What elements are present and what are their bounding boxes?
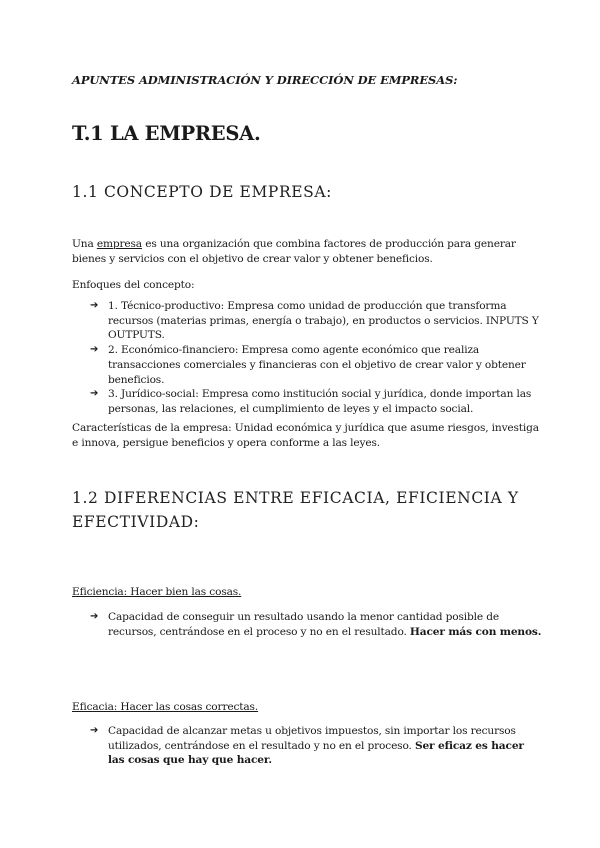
arrow-right-icon: ➔ <box>90 344 99 356</box>
list-item-text: 3. Jurídico-social: Empresa como institución social y jurídica, donde importan las personas, las relaciones, el cumplimiento de leyes y el impacto social. <box>108 388 532 415</box>
efficiency-label: Eficiencia: Hacer bien las cosas. <box>72 586 242 598</box>
intro-rest: es una organización que combina factores de producción para generar bienes y servicios con el objetivo de crear valor y obtener beneficios. <box>72 238 516 265</box>
approaches-label: Enfoques del concepto: <box>72 279 195 291</box>
list-item <box>72 299 542 343</box>
efficacy-list <box>72 724 542 768</box>
section-heading-differences: 1.2 DIFERENCIAS ENTRE EFICACIA, EFICIENCIA Y EFECTIVIDAD: <box>72 489 519 531</box>
characteristics-paragraph: Características de la empresa: Unidad económica y jurídica que asume riesgos, investiga e innova, persigue beneficios y opera conforme a las leyes. <box>72 422 539 449</box>
arrow-right-icon: ➔ <box>90 725 99 736</box>
list-item <box>72 724 542 768</box>
list-item-text: 2. Económico-financiero: Empresa como agente económico que realiza transacciones comerciales y financieras con el objetivo de crear valor y obtener beneficios. <box>108 344 526 386</box>
list-item <box>72 610 542 639</box>
efficiency-text: Capacidad de conseguir un resultado usando la menor cantidad posible de recursos, centrándose en el proceso y no en el resultado. <box>108 611 499 638</box>
arrow-right-icon: ➔ <box>90 611 99 622</box>
efficacy-bold: Ser eficaz es hacer las cosas que hay que hacer. <box>108 739 524 767</box>
arrow-right-icon: ➔ <box>90 300 99 311</box>
list-item <box>72 343 542 387</box>
arrow-right-icon: ➔ <box>90 388 99 400</box>
document-title: APUNTES ADMINISTRACIÓN Y DIRECCIÓN DE EMPRESAS: <box>72 73 458 87</box>
chapter-title: T.1 LA EMPRESA. <box>72 122 261 145</box>
intro-prefix: Una <box>72 238 97 250</box>
efficiency-list <box>72 610 542 639</box>
efficiency-bold: Hacer más con menos. <box>409 625 542 638</box>
section-heading-concept: 1.1 CONCEPTO DE EMPRESA: <box>72 183 332 201</box>
efficacy-text: Capacidad de alcanzar metas u objetivos impuestos, sin importar los recursos utilizados, centrándose en el resultado y no en el proceso. <box>108 725 516 752</box>
intro-keyword: empresa <box>96 238 142 250</box>
approaches-list <box>72 299 542 417</box>
list-item-text: 1. Técnico-productivo: Empresa como unidad de producción que transforma recursos (materias primas, energía o trabajo), en productos o servicios. INPUTS Y OUTPUTS. <box>108 300 539 342</box>
list-item <box>72 387 542 416</box>
intro-paragraph <box>72 237 542 267</box>
efficacy-label: Eficacia: Hacer las cosas correctas. <box>72 701 259 713</box>
